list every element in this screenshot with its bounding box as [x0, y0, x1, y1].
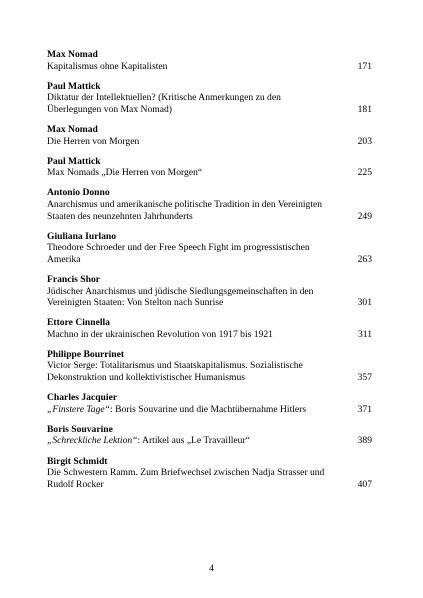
entry-title-text: Victor Serge: Totalitarismus und Staatskapitalismus. Sozialistische Dekonstruktion und kollektivistischer Humanismus [47, 360, 303, 384]
entry-title-text: Machno in der ukrainischen Revolution von 1917 bis 1921 [47, 328, 273, 340]
toc-entry [47, 456, 372, 491]
entry-title-emphasis: „Finstere Tage“ [47, 403, 110, 415]
entry-page-number: 263 [357, 253, 372, 265]
entry-page-number: 249 [357, 210, 372, 222]
entry-page-number: 225 [357, 167, 372, 179]
entry-author: Boris Souvarine [47, 423, 113, 435]
entry-title [47, 404, 336, 416]
entry-author: Charles Jacquier [47, 392, 118, 404]
entry-title-text: : Boris Souvarine und die Machtübernahme Hitlers [110, 403, 307, 415]
entry-page-number: 171 [357, 60, 372, 72]
entry-author: Francis Shor [47, 273, 101, 285]
table-of-contents [47, 49, 372, 499]
entry-author: Paul Mattick [47, 80, 101, 92]
entry-author: Max Nomad [47, 123, 98, 135]
entry-title [47, 286, 336, 309]
page-footer-number: 4 [209, 563, 214, 574]
entry-title [47, 136, 336, 148]
entry-title-text: : Artikel aus „Le Travailleur“ [137, 435, 250, 447]
entry-title [47, 61, 336, 73]
entry-title-text: Die Herren von Morgen [47, 135, 140, 147]
entry-page-number: 407 [357, 478, 372, 490]
toc-entry [47, 349, 372, 384]
entry-title [47, 435, 336, 447]
entry-title-emphasis: „Schreckliche Lektion“ [47, 435, 138, 447]
toc-entry [47, 124, 372, 147]
entry-author: Antonio Donno [47, 187, 110, 199]
toc-entry [47, 156, 372, 179]
entry-title-text: Die Schwestern Ramm. Zum Briefwechsel zwischen Nadja Strasser und Rudolf Rocker [47, 467, 325, 490]
entry-title [47, 92, 336, 115]
entry-page-number: 301 [357, 297, 372, 309]
entry-page-number: 371 [357, 403, 372, 415]
entry-title [47, 242, 336, 265]
toc-entry [47, 81, 372, 116]
toc-entry [47, 49, 372, 72]
entry-author: Birgit Schmidt [47, 455, 108, 467]
entry-author: Ettore Cinnella [47, 317, 110, 329]
entry-title-text: Theodore Schroeder und der Free Speech Fight im progressistischen Amerika [47, 242, 310, 265]
entry-title-text: Jüdischer Anarchismus und jüdische Siedlungsgemeinschaften in den Vereinigten Staaten: Von Stelton nach Sunrise [47, 285, 314, 309]
entry-page-number: 203 [357, 135, 372, 147]
entry-title [47, 199, 336, 222]
entry-author: Giuliana Iurlano [47, 230, 117, 242]
toc-entry [47, 424, 372, 447]
entry-title-text: Kapitalismus ohne Kapitalisten [47, 60, 168, 72]
entry-title-text: Anarchismus und amerikanische politische Tradition in den Vereinigten Staaten des neunzehnten Jahrhunderts [47, 198, 323, 222]
entry-title-text: Max Nomads „Die Herren von Morgen“ [47, 167, 203, 179]
entry-title [47, 329, 336, 341]
entry-title [47, 467, 336, 490]
entry-page-number: 357 [357, 372, 372, 384]
entry-title [47, 360, 336, 383]
entry-author: Philippe Bourrinet [47, 348, 125, 360]
entry-title [47, 167, 336, 179]
toc-entry [47, 274, 372, 309]
toc-entry [47, 392, 372, 415]
entry-page-number: 389 [357, 435, 372, 447]
entry-author: Paul Mattick [47, 155, 101, 167]
entry-author: Max Nomad [47, 49, 98, 60]
toc-entry [47, 187, 372, 222]
toc-entry [47, 317, 372, 340]
entry-page-number: 311 [357, 328, 372, 340]
entry-title-text: Diktatur der Intellektuellen? (Kritische Anmerkungen zu den Überlegungen von Max Nomad) [47, 92, 281, 115]
toc-entry [47, 231, 372, 266]
entry-page-number: 181 [357, 103, 372, 115]
